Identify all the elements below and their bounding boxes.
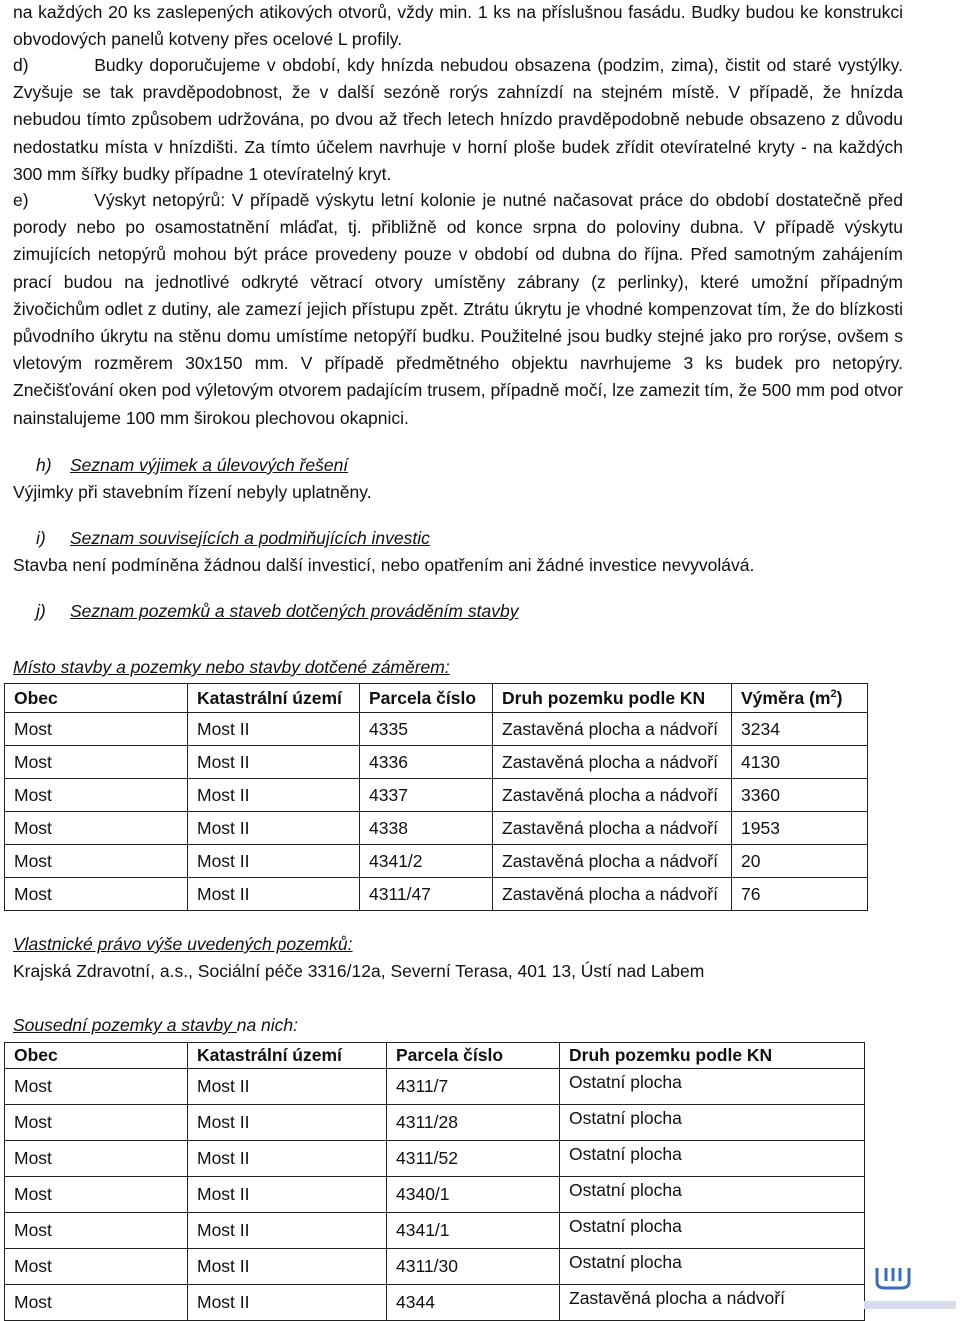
table-cell-parcela-cislo: 4336 (360, 746, 493, 779)
column-header-katastralni-uzemi: Katastrální území (188, 1043, 387, 1069)
table-cell-katastralni-uzemi: Most II (188, 878, 360, 911)
table-cell-obec: Most (5, 713, 188, 746)
table-cell-katastralni-uzemi: Most II (188, 1213, 387, 1249)
column-header-parcela-cislo: Parcela číslo (360, 684, 493, 713)
table2-caption-lead: Sousední pozemky a stavby (13, 1015, 237, 1035)
table-cell-druh-pozemku: Ostatní plocha (560, 1105, 865, 1141)
table-row (5, 1177, 865, 1213)
table-cell-parcela-cislo: 4311/7 (387, 1069, 560, 1105)
table-cell-parcela-cislo: 4338 (360, 812, 493, 845)
column-header-parcela-cislo: Parcela číslo (387, 1043, 560, 1069)
column-header-vymera (732, 684, 868, 713)
table-cell-vymera: 76 (732, 878, 868, 911)
column-header-vymera-close: ) (836, 687, 843, 708)
paragraph-d: d) Budky doporučujeme v období, kdy hnízda nebudou obsazena (podzim, zima), čistit od staré vystýlky. Zvyšuje se tak pravděpodobnost, že v další sezóně rorýs zahnízdí na stejném místě. V případě, že hnízda nebudou tímto způsobem udržována, po dvou až třech letech hnízdo pravděpodobně nebude obsazeno z důvodu nedostatku místa v hnízdišti. Za tímto účelem navrhuje v horní ploše budek zřídit otevíratelné kryty - na každých 300 mm šířky budky případne 1 otevíratelný kryt. (13, 55, 903, 184)
table-row (5, 1069, 865, 1105)
table-cell-druh-pozemku: Zastavěná plocha a nádvoří (493, 812, 732, 845)
table-row (5, 779, 868, 812)
neighbouring-plots-table (4, 1042, 865, 1321)
table-cell-katastralni-uzemi: Most II (188, 1249, 387, 1285)
table-row (5, 1249, 865, 1285)
table-cell-vymera: 20 (732, 845, 868, 878)
table-header-row (5, 1043, 865, 1069)
table-cell-obec: Most (5, 1177, 188, 1213)
table-cell-druh-pozemku: Zastavěná plocha a nádvoří (493, 878, 732, 911)
section-i-title: Seznam souvisejících a podmiňujících investic (70, 528, 430, 548)
table-cell-obec: Most (5, 1141, 188, 1177)
table-cell-parcela-cislo: 4335 (360, 713, 493, 746)
section-i-number: i) (36, 528, 46, 548)
table-cell-parcela-cislo: 4341/1 (387, 1213, 560, 1249)
table-row (5, 1213, 865, 1249)
column-header-vymera-superscript: 2 (830, 687, 837, 700)
paragraph-e: e) Výskyt netopýrů: V případě výskytu letní kolonie je nutné načasovat práce do období dostatečně před porody nebo po osamostatnění mláďat, tj. přibližně od konce srpna do poloviny dubna. V případě výskytu zimujících netopýrů mohou být práce provedeny pouze v období od dubna do října. Před samotným zahájením prací budou na jednotlivé odkryté větrací otvory umístěny zábrany (z perlinky), které umožní případným živočichům odlet z dutiny, ale zamezí jejich přístupu zpět. Ztrátu úkrytu je vhodné kompenzovat tím, že do blízkosti původního úkrytu na stěnu domu umístíme netopýří budku. Použitelné jsou budky stejné jako pro rorýse, ovšem s vletovým rozměrem 30x150 mm. V případě předmětného objektu navrhujeme 3 ks budek pro netopýry. Znečišťování oken pod výletovým otvorem padajícím trusem, případně močí, lze zamezit tím, že 500 mm pod otvor nainstalujeme 100 mm širokou plechovou okapnici. (13, 190, 903, 428)
table-cell-obec: Most (5, 1249, 188, 1285)
table-cell-katastralni-uzemi: Most II (188, 1141, 387, 1177)
table-row (5, 1141, 865, 1177)
table-cell-obec: Most (5, 779, 188, 812)
table-cell-obec: Most (5, 746, 188, 779)
ownership-caption: Vlastnické právo výše uvedených pozemků: (13, 934, 353, 954)
section-i-body: Stavba není podmíněna žádnou další investicí, nebo opatřením ani žádné investice nevyvolává. (13, 555, 755, 575)
table-cell-druh-pozemku: Ostatní plocha (560, 1069, 865, 1105)
section-j-heading (0, 599, 518, 623)
section-h-body: Výjimky při stavebním řízení nebyly uplatněny. (13, 482, 372, 502)
section-h-number: h) (36, 455, 52, 475)
table-cell-parcela-cislo: 4341/2 (360, 845, 493, 878)
section-j-number: j) (36, 601, 46, 621)
table-cell-druh-pozemku: Zastavěná plocha a nádvoří (493, 713, 732, 746)
section-j-title: Seznam pozemků a staveb dotčených prováděním stavby (70, 601, 519, 621)
column-header-druh-pozemku: Druh pozemku podle KN (493, 684, 732, 713)
table-cell-parcela-cislo: 4337 (360, 779, 493, 812)
table-row (5, 845, 868, 878)
section-i-heading (0, 526, 430, 550)
paragraph-intro: na každých 20 ks zaslepených atikových otvorů, vždy min. 1 ks na příslušnou fasádu. Budky budou ke konstrukci obvodových panelů kotveny přes ocelové L profily. (13, 2, 903, 50)
section-h-heading (0, 453, 348, 477)
table1-caption: Místo stavby a pozemky nebo stavby dotčené záměrem: (13, 657, 450, 677)
table-cell-obec: Most (5, 1213, 188, 1249)
table-cell-druh-pozemku: Ostatní plocha (560, 1213, 865, 1249)
table-cell-katastralni-uzemi: Most II (188, 713, 360, 746)
table-cell-parcela-cislo: 4311/30 (387, 1249, 560, 1285)
table-cell-katastralni-uzemi: Most II (188, 746, 360, 779)
table-cell-katastralni-uzemi: Most II (188, 1069, 387, 1105)
column-header-obec: Obec (5, 1043, 188, 1069)
table-row (5, 713, 868, 746)
table-cell-obec: Most (5, 1105, 188, 1141)
ownership-text: Krajská Zdravotní, a.s., Sociální péče 3316/12a, Severní Terasa, 401 13, Ústí nad Labem (13, 961, 705, 981)
table-cell-vymera: 3360 (732, 779, 868, 812)
affected-plots-table (4, 683, 868, 911)
table-cell-druh-pozemku: Ostatní plocha (560, 1249, 865, 1285)
table-cell-obec: Most (5, 878, 188, 911)
table-cell-katastralni-uzemi: Most II (188, 1285, 387, 1321)
table2-caption (13, 1013, 298, 1037)
table-cell-vymera: 4130 (732, 746, 868, 779)
table-row (5, 1105, 865, 1141)
table-cell-druh-pozemku: Zastavěná plocha a nádvoří (493, 845, 732, 878)
column-header-obec: Obec (5, 684, 188, 713)
table-cell-obec: Most (5, 812, 188, 845)
table-cell-druh-pozemku: Ostatní plocha (560, 1141, 865, 1177)
footer-bar (864, 1301, 956, 1309)
column-header-druh-pozemku: Druh pozemku podle KN (560, 1043, 865, 1069)
table-cell-obec: Most (5, 845, 188, 878)
table-cell-parcela-cislo: 4311/52 (387, 1141, 560, 1177)
table-cell-katastralni-uzemi: Most II (188, 845, 360, 878)
table-cell-druh-pozemku: Zastavěná plocha a nádvoří (493, 746, 732, 779)
table-cell-obec: Most (5, 1069, 188, 1105)
table-cell-vymera: 1953 (732, 812, 868, 845)
table-row (5, 746, 868, 779)
table-cell-katastralni-uzemi: Most II (188, 779, 360, 812)
table-cell-katastralni-uzemi: Most II (188, 1177, 387, 1213)
column-header-vymera-label: Výměra (m (741, 687, 831, 708)
table-cell-obec: Most (5, 1285, 188, 1321)
table-row (5, 1285, 865, 1321)
table-cell-parcela-cislo: 4311/47 (360, 878, 493, 911)
table-header-row (5, 684, 868, 713)
table-row (5, 878, 868, 911)
table-cell-katastralni-uzemi: Most II (188, 812, 360, 845)
column-header-katastralni-uzemi: Katastrální území (188, 684, 360, 713)
table-cell-vymera: 3234 (732, 713, 868, 746)
table-row (5, 812, 868, 845)
company-logo-icon (873, 1266, 913, 1290)
table2-caption-tail: na nich: (236, 1015, 299, 1035)
table-cell-druh-pozemku: Ostatní plocha (560, 1177, 865, 1213)
table-cell-parcela-cislo: 4340/1 (387, 1177, 560, 1213)
section-h-title: Seznam výjimek a úlevových řešení (70, 455, 349, 475)
table-cell-parcela-cislo: 4311/28 (387, 1105, 560, 1141)
table-cell-parcela-cislo: 4344 (387, 1285, 560, 1321)
table-cell-druh-pozemku: Zastavěná plocha a nádvoří (560, 1285, 865, 1321)
table-cell-katastralni-uzemi: Most II (188, 1105, 387, 1141)
table-cell-druh-pozemku: Zastavěná plocha a nádvoří (493, 779, 732, 812)
